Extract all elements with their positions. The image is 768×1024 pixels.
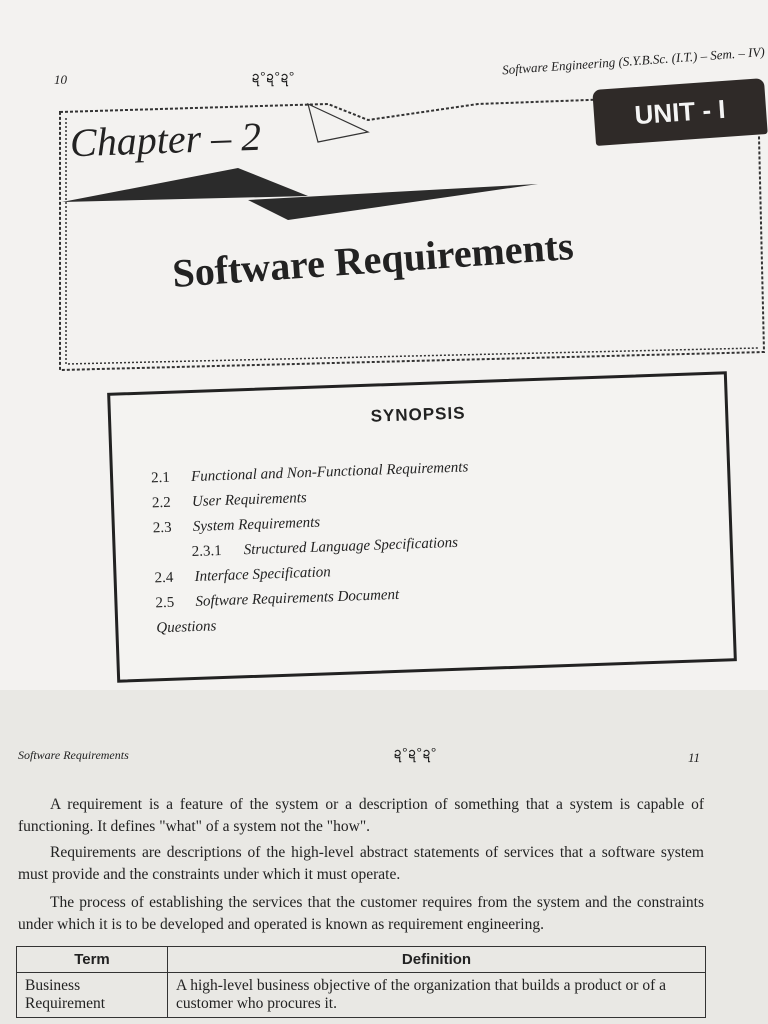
table-header-term: Term — [17, 947, 168, 973]
terms-table — [16, 946, 706, 1018]
body-paragraph: Requirements are descriptions of the high-level abstract statements of services that a software system must provide and the constraints under which it must operate. — [18, 843, 704, 883]
synopsis-item-number: 2.2 — [151, 494, 172, 512]
unit-badge: UNIT - I — [592, 78, 767, 146]
page-number: 10 — [54, 72, 67, 87]
synopsis-item-text: Interface Specification — [194, 564, 332, 585]
synopsis-item-text: Software Requirements Document — [195, 586, 400, 610]
table-cell-term: Business Requirement — [17, 973, 168, 1018]
synopsis-item-number: 2.3 — [152, 519, 172, 537]
table-cell-definition: A high-level business objective of the organization that builds a product or of a customer who procures it. — [168, 973, 706, 1018]
body-paragraph: A requirement is a feature of the system or a description of something that a system is capable of functioning. It defines "what" of a system not the "how". — [18, 795, 704, 835]
chapter-title: Software Requirements — [170, 223, 575, 296]
synopsis-item-number: 2.5 — [155, 594, 175, 612]
synopsis-item-text: User Requirements — [191, 490, 308, 511]
synopsis-item-text: System Requirements — [192, 514, 321, 535]
ornament-icon: ဍ°ဍ°ဍ° — [394, 744, 438, 759]
synopsis-item-text: Structured Language Specifications — [243, 534, 459, 559]
synopsis-item-number: 2.4 — [154, 569, 174, 587]
body-paragraph: The process of establishing the services that the customer requires from the system and the constraints under which it is to be developed and operated is known as requirement engineering. — [18, 893, 704, 933]
synopsis-questions: Questions — [156, 618, 217, 637]
synopsis-item-text: Functional and Non-Functional Requirements — [190, 459, 469, 486]
chapter-label: Chapter – 2 — [69, 113, 262, 166]
synopsis-item-number: 2.1 — [150, 469, 171, 487]
table-header-row — [17, 947, 706, 973]
synopsis-box — [107, 371, 737, 682]
synopsis-heading: SYNOPSIS — [370, 403, 466, 426]
table-row — [17, 973, 706, 1018]
running-header: Software Requirements — [18, 748, 129, 762]
ornament-icon: ဍ°ဍ°ဍ° — [252, 68, 296, 83]
synopsis-item-number: 2.3.1 — [191, 543, 222, 561]
table-header-definition: Definition — [168, 947, 706, 973]
synopsis-list — [151, 455, 474, 641]
running-header: Software Engineering (S.Y.B.Sc. (I.T.) – Sem. – IV) — [501, 44, 766, 78]
page-number: 11 — [688, 750, 701, 765]
